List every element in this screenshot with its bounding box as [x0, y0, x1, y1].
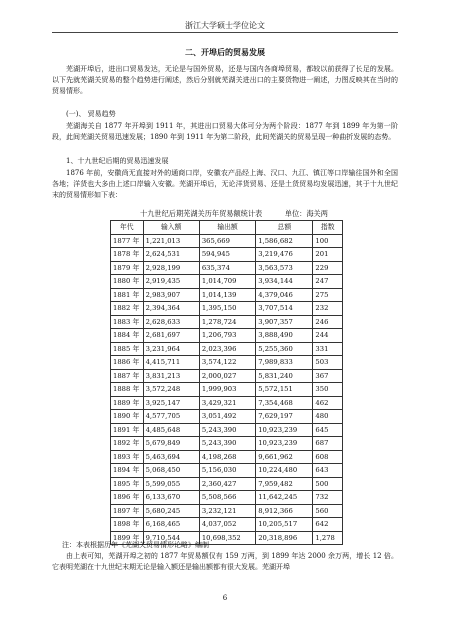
table-cell: 8,912,366	[256, 504, 313, 518]
table-row	[111, 464, 343, 478]
table-cell: 5,156,030	[199, 464, 255, 478]
table-row	[111, 423, 343, 437]
table-unit: 单位：海关两	[284, 209, 328, 218]
table-cell: 20,318,896	[256, 531, 313, 545]
table-cell: 462	[313, 396, 343, 410]
table-cell: 1,999,903	[199, 383, 255, 397]
table-cell: 1878 年	[111, 248, 144, 262]
table-cell: 1,278	[313, 531, 343, 545]
table-cell: 5,068,450	[143, 464, 199, 478]
table-body	[111, 234, 343, 545]
table-cell: 1,395,150	[199, 302, 255, 316]
table-cell: 5,831,240	[256, 369, 313, 383]
table-cell: 1886 年	[111, 356, 144, 370]
paragraph-analysis: 由上表可知，芜湖开埠之初的 1877 年贸易额仅有 159 万两，到 1899 年达 2000 余万两，增长 12 倍。它表明芜湖在十九世纪末期无论是输入额还是输出额都有很大发展。芜湖开埠	[52, 552, 398, 571]
table-cell: 3,563,573	[256, 261, 313, 275]
table-cell: 4,485,648	[143, 423, 199, 437]
table-row	[111, 315, 343, 329]
running-header: 浙江大学硕士学位论文	[185, 21, 265, 30]
table-cell: 3,888,490	[256, 329, 313, 343]
table-cell: 4,037,052	[199, 518, 255, 532]
table-cell: 1879 年	[111, 261, 144, 275]
table-cell: 3,707,514	[256, 302, 313, 316]
header-divider	[52, 32, 398, 33]
table-cell: 3,051,492	[199, 410, 255, 424]
table-cell: 2,928,199	[143, 261, 199, 275]
table-cell: 6,133,670	[143, 491, 199, 505]
table-cell: 3,219,476	[256, 248, 313, 262]
table-cell: 331	[313, 342, 343, 356]
paragraph-intro: 芜湖开埠后，进出口贸易发达，无论是与国外贸易，还是与国内各商埠贸易，都较以前获得了长足的发展。以下先就芜湖关贸易的整个趋势进行阐述，然后分别就芜湖关进出口的主要货物进一阐述，力图反映其在当时的贸易情形。	[52, 65, 398, 95]
table-cell: 1899 年	[111, 531, 144, 545]
table-cell: 247	[313, 275, 343, 289]
table-cell: 3,574,122	[199, 356, 255, 370]
table-cell: 244	[313, 329, 343, 343]
table-cell: 1894 年	[111, 464, 144, 478]
table-cell: 2,360,427	[199, 477, 255, 491]
table-cell: 7,959,482	[256, 477, 313, 491]
table-cell: 5,463,694	[143, 450, 199, 464]
table-row	[111, 302, 343, 316]
column-header-imports: 输入额	[143, 221, 199, 235]
table-cell: 1881 年	[111, 288, 144, 302]
table-cell: 3,232,121	[199, 504, 255, 518]
table-cell: 5,243,390	[199, 423, 255, 437]
table-cell: 5,680,245	[143, 504, 199, 518]
table-cell: 7,989,833	[256, 356, 313, 370]
page-number: 6	[222, 594, 228, 602]
section-title: 二、开埠后的贸易发展	[185, 47, 265, 57]
table-cell: 480	[313, 410, 343, 424]
table-cell: 3,934,144	[256, 275, 313, 289]
table-cell: 1,014,139	[199, 288, 255, 302]
table-cell: 1,206,793	[199, 329, 255, 343]
subsubsection-heading: 1、十九世纪后期的贸易迅速发展	[66, 157, 169, 165]
table-title: 十九世纪后期芜湖关历年贸易额统计表	[140, 209, 263, 218]
table-cell: 1884 年	[111, 329, 144, 343]
table-cell: 1883 年	[111, 315, 144, 329]
column-header-exports: 输出额	[199, 221, 255, 235]
table-cell: 3,572,248	[143, 383, 199, 397]
table-cell: 687	[313, 437, 343, 451]
trade-statistics-table	[110, 220, 343, 545]
table-cell: 365,669	[199, 234, 255, 248]
table-cell: 1,586,682	[256, 234, 313, 248]
table-cell: 10,923,239	[256, 437, 313, 451]
table-cell: 2,000,027	[199, 369, 255, 383]
table-cell: 560	[313, 504, 343, 518]
table-cell: 3,231,964	[143, 342, 199, 356]
table-row	[111, 369, 343, 383]
table-cell: 1893 年	[111, 450, 144, 464]
table-cell: 1896 年	[111, 491, 144, 505]
table-cell: 3,925,147	[143, 396, 199, 410]
table-row	[111, 275, 343, 289]
table-cell: 350	[313, 383, 343, 397]
table-cell: 1877 年	[111, 234, 144, 248]
column-header-index: 指数	[313, 221, 343, 235]
table-cell: 7,629,197	[256, 410, 313, 424]
table-cell: 3,429,321	[199, 396, 255, 410]
table-cell: 1895 年	[111, 477, 144, 491]
table-cell: 2,919,435	[143, 275, 199, 289]
table-cell: 2,681,697	[143, 329, 199, 343]
table-cell: 4,198,268	[199, 450, 255, 464]
table-cell: 1880 年	[111, 275, 144, 289]
table-cell: 201	[313, 248, 343, 262]
table-row	[111, 356, 343, 370]
table-cell: 4,415,711	[143, 356, 199, 370]
table-row	[111, 450, 343, 464]
table-cell: 1,014,709	[199, 275, 255, 289]
table-cell: 4,577,705	[143, 410, 199, 424]
table-cell: 100	[313, 234, 343, 248]
table-row	[111, 518, 343, 532]
table-cell: 645	[313, 423, 343, 437]
table-cell: 732	[313, 491, 343, 505]
table-caption	[140, 209, 328, 219]
table-cell: 5,679,849	[143, 437, 199, 451]
table-cell: 5,243,390	[199, 437, 255, 451]
table-cell: 2,983,907	[143, 288, 199, 302]
table-cell: 1882 年	[111, 302, 144, 316]
table-cell: 2,394,364	[143, 302, 199, 316]
table-note: 注：本表根据历年《芜湖关贸易情形论略》编制	[62, 541, 209, 549]
table-cell: 1887 年	[111, 369, 144, 383]
table-cell: 6,168,465	[143, 518, 199, 532]
table-cell: 500	[313, 477, 343, 491]
table-cell: 608	[313, 450, 343, 464]
table-cell: 1,278,724	[199, 315, 255, 329]
table-cell: 9,710,544	[143, 531, 199, 545]
table-cell: 10,923,239	[256, 423, 313, 437]
table-row	[111, 248, 343, 262]
table-cell: 7,354,468	[256, 396, 313, 410]
table-cell: 5,599,055	[143, 477, 199, 491]
paragraph-history: 1876 年前，安徽尚无直接对外的通商口岸，安徽农产品经上海、汉口、九江、镇江等口岸输往国外和全国各地；洋货也大多由上述口岸输入安徽。芜湖开埠后，无论洋货贸易、还是土货贸易均发展迅速，其于十九世纪末的贸易情形如下表：	[52, 169, 398, 199]
table-cell: 3,907,357	[256, 315, 313, 329]
table-cell: 367	[313, 369, 343, 383]
table-cell: 1,221,013	[143, 234, 199, 248]
table-cell: 5,508,566	[199, 491, 255, 505]
table-cell: 594,945	[199, 248, 255, 262]
table-cell: 275	[313, 288, 343, 302]
table-cell: 11,642,245	[256, 491, 313, 505]
table-row	[111, 437, 343, 451]
table-cell: 10,224,480	[256, 464, 313, 478]
table-cell: 503	[313, 356, 343, 370]
table-cell: 2,624,531	[143, 248, 199, 262]
table-cell: 10,205,517	[256, 518, 313, 532]
table-cell: 1891 年	[111, 423, 144, 437]
table-row	[111, 491, 343, 505]
column-header-total: 总额	[256, 221, 313, 235]
table-cell: 1898 年	[111, 518, 144, 532]
table-cell: 635,374	[199, 261, 255, 275]
table-row	[111, 504, 343, 518]
table-row	[111, 410, 343, 424]
table-cell: 232	[313, 302, 343, 316]
table-cell: 5,255,360	[256, 342, 313, 356]
table-cell: 246	[313, 315, 343, 329]
table-row	[111, 234, 343, 248]
table-cell: 10,698,352	[199, 531, 255, 545]
table-header-row	[111, 221, 343, 235]
table-cell: 2,628,633	[143, 315, 199, 329]
table-cell: 5,572,151	[256, 383, 313, 397]
table-cell: 642	[313, 518, 343, 532]
table-cell: 1890 年	[111, 410, 144, 424]
table-cell: 4,379,046	[256, 288, 313, 302]
table-row	[111, 477, 343, 491]
table-cell: 2,023,396	[199, 342, 255, 356]
table-row	[111, 342, 343, 356]
table-cell: 1892 年	[111, 437, 144, 451]
table-row	[111, 288, 343, 302]
table-cell: 1888 年	[111, 383, 144, 397]
column-header-year: 年代	[111, 221, 144, 235]
table-cell: 643	[313, 464, 343, 478]
paragraph-trend: 芜湖海关自 1877 年开埠到 1911 年，其进出口贸易大体可分为两个阶段：1877 年到 1899 年为第一阶段，此间芜湖关贸易迅速发展；1890 年到 1911 年为第二阶段，此间芜湖关的贸易呈现一种曲折发展的态势。	[52, 122, 398, 141]
table-row	[111, 329, 343, 343]
table-cell: 1897 年	[111, 504, 144, 518]
table-cell: 3,831,213	[143, 369, 199, 383]
table-cell: 229	[313, 261, 343, 275]
table-cell: 9,661,962	[256, 450, 313, 464]
table-cell: 1889 年	[111, 396, 144, 410]
subsection-heading: (一)、 贸易趋势	[66, 110, 116, 118]
table-cell: 1885 年	[111, 342, 144, 356]
table-row	[111, 396, 343, 410]
table-row	[111, 383, 343, 397]
table-row	[111, 261, 343, 275]
